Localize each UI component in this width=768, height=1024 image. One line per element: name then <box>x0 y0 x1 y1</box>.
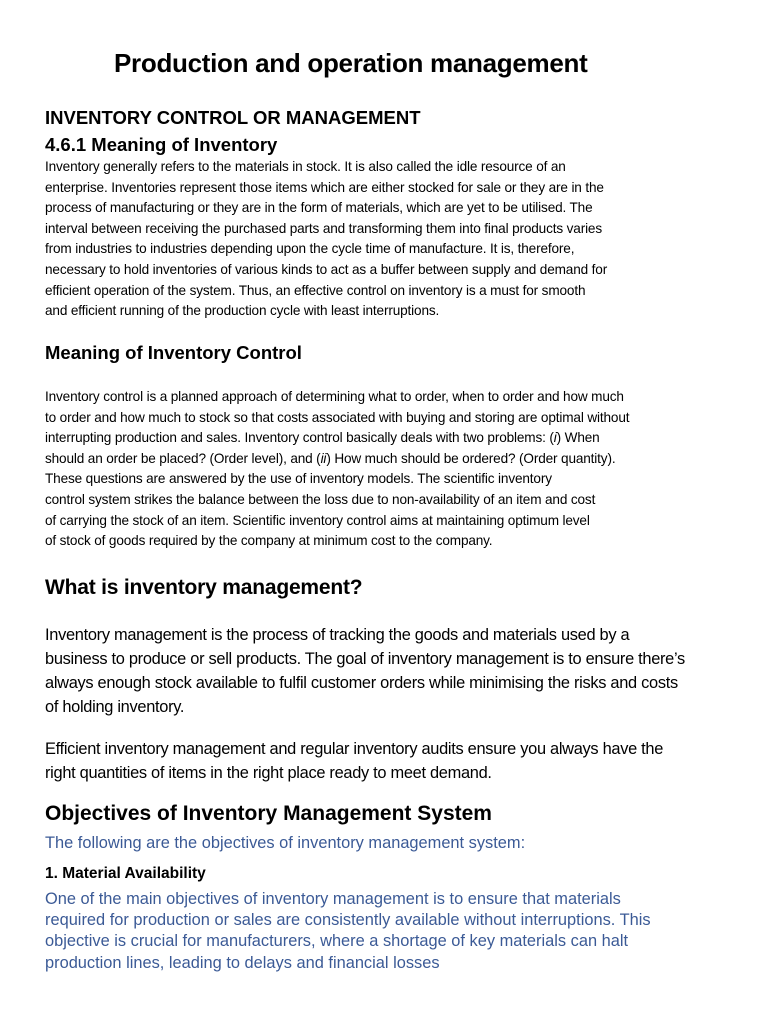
text-line: These questions are answered by the use of inventory models. The scientific inventory <box>45 471 552 487</box>
inventory-control-heading: Meaning of Inventory Control <box>45 342 302 363</box>
text-segment: ) How much should be ordered? (Order quantity). <box>326 450 616 466</box>
objective-1-paragraph <box>45 889 651 974</box>
text-line: enterprise. Inventories represent those items which are either stocked for sale or they are in the <box>45 179 604 195</box>
text-line: Efficient inventory management and regular inventory audits ensure you always have the <box>45 740 664 758</box>
text-line: Inventory management is the process of tracking the goods and materials used by a <box>45 626 630 644</box>
text-line: process of manufacturing or they are in the form of materials, which are yet to be utilised. The <box>45 200 593 216</box>
what-is-inventory-management-heading: What is inventory management? <box>45 576 363 599</box>
text-line: One of the main objectives of inventory management is to ensure that materials <box>45 890 621 908</box>
subsection-heading: 4.6.1 Meaning of Inventory <box>45 134 278 155</box>
text-segment: interrupting production and sales. Inventory control basically deals with two problems: ( <box>45 430 554 446</box>
text-line: of holding inventory. <box>45 698 185 716</box>
text-line: always enough stock available to fulfil customer orders while minimising the risks and costs <box>45 674 678 692</box>
text-segment: should an order be placed? (Order level), and ( <box>45 450 321 466</box>
text-line: interval between receiving the purchased parts and transforming them into final products varies <box>45 220 602 236</box>
objective-1-heading: 1. Material Availability <box>45 865 206 882</box>
text-line: Inventory control is a planned approach of determining what to order, when to order and how much <box>45 389 624 404</box>
text-line: required for production or sales are consistently available without interruptions. This <box>45 911 651 930</box>
text-line: objective is crucial for manufacturers, where a shortage of key materials can halt <box>45 932 629 951</box>
text-line: control system strikes the balance between the loss due to non-availability of an item and cost <box>45 491 596 507</box>
text-line: from industries to industries depending upon the cycle time of manufacture. It is, therefore, <box>45 241 575 257</box>
inventory-control-paragraph <box>45 387 629 552</box>
text-line: right quantities of items in the right place ready to meet demand. <box>45 764 492 782</box>
what-is-paragraph-2 <box>45 737 663 785</box>
document-title: Production and operation management <box>114 48 588 78</box>
text-line: efficient operation of the system. Thus, an effective control on inventory is a must for smooth <box>45 282 586 298</box>
what-is-paragraph-1 <box>45 623 685 719</box>
text-line: business to produce or sell products. The goal of inventory management is to ensure there’s <box>45 650 685 668</box>
text-line: of stock of goods required by the company at minimum cost to the company. <box>45 533 493 549</box>
text-line: of carrying the stock of an item. Scientific inventory control aims at maintaining optimum level <box>45 512 590 528</box>
text-segment: ) When <box>556 430 600 446</box>
meaning-of-inventory-paragraph <box>45 157 607 322</box>
section-heading: INVENTORY CONTROL OR MANAGEMENT <box>45 107 421 128</box>
objectives-heading: Objectives of Inventory Management System <box>45 802 492 825</box>
roman-numeral: i <box>553 430 557 446</box>
text-line: necessary to hold inventories of various kinds to act as a buffer between supply and demand for <box>45 261 608 277</box>
text-line: and efficient running of the production cycle with least interruptions. <box>45 303 440 319</box>
text-line <box>45 449 629 470</box>
text-line <box>45 428 629 449</box>
objectives-intro: The following are the objectives of inventory management system: <box>45 834 526 852</box>
roman-numeral: ii <box>320 450 327 466</box>
text-line: to order and how much to stock so that costs associated with buying and storing are optimal without <box>45 409 630 425</box>
text-line: production lines, leading to delays and financial losses <box>45 953 440 972</box>
text-line: Inventory generally refers to the materials in stock. It is also called the idle resource of an <box>45 159 566 174</box>
